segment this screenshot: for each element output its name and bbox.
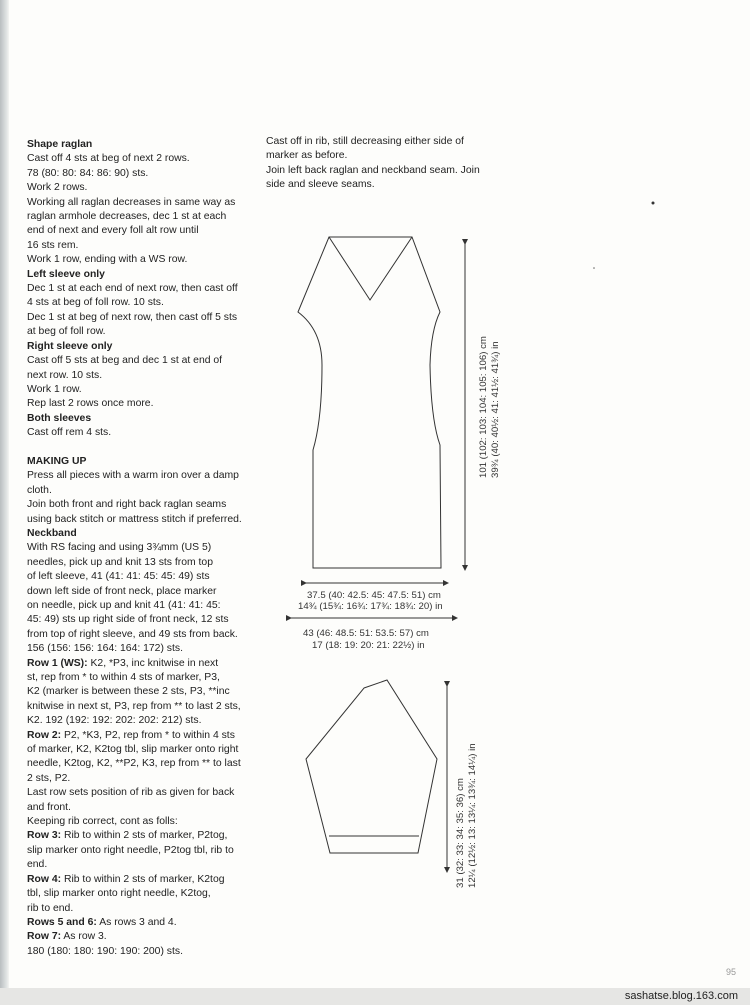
body-length-in: 39¾ (40: 40½: 41: 41½: 41¾) in [490, 341, 501, 478]
text-line: on needle, pick up and knit 41 (41: 41: 45: [27, 599, 221, 611]
row-instruction: Row 3: Rib to within 2 sts of marker, P2tog, [27, 830, 228, 842]
neckline [329, 237, 412, 300]
text-line: tbl, slip marker onto right needle, K2tog, [27, 888, 211, 900]
body-outline [298, 237, 441, 568]
chest-width-in: 17 (18: 19: 20: 21: 22½) in [312, 640, 425, 651]
text-line: needle, K2tog, K2, **P2, K3, rep from ** to last [27, 758, 241, 770]
text-line: Cast off 5 sts at beg and dec 1 st at end of [27, 355, 223, 367]
section-heading: Neckband [27, 527, 77, 539]
text-line: using back stitch or mattress stitch if preferred. [27, 513, 242, 525]
text-line: Keeping rib correct, cont as folls: [27, 816, 178, 828]
text-line: Join both front and right back raglan seams [27, 499, 227, 511]
text-line: 156 (156: 156: 164: 164: 172) sts. [27, 643, 183, 655]
body-schematic [291, 237, 465, 618]
text-line: With RS facing and using 3¾mm (US 5) [27, 542, 212, 554]
row-label: Row 3: [27, 830, 62, 842]
row-label: Row 1 (WS): [27, 657, 88, 669]
text-line: cloth. [27, 484, 52, 496]
text-line: end. [27, 859, 48, 871]
text-line: needles, pick up and knit 13 sts from top [27, 556, 213, 568]
text-line: 45: 49) sts up right side of front neck, 12 sts [27, 614, 229, 626]
text-line: Work 1 row. [27, 383, 82, 395]
text-line: st, rep from * to within 4 sts of marker, P3, [27, 672, 220, 684]
row-instruction: Row 1 (WS): K2, *P3, inc knitwise in next [27, 657, 219, 669]
sleeve-length-in: 12¼ (12½: 13: 13¼: 13¾: 14¼) in [467, 743, 478, 888]
section-heading: Shape raglan [27, 139, 93, 150]
text-line: Cast off 4 sts at beg of next 2 rows. [27, 153, 190, 165]
scan-speck [652, 202, 655, 205]
row-instruction: Row 7: As row 3. [27, 931, 107, 943]
text-line: Join left back raglan and neckband seam. Join [266, 164, 480, 176]
section-heading: Right sleeve only [27, 340, 113, 352]
text-line: 2 sts, P2. [27, 772, 71, 784]
text-line: 16 sts rem. [27, 239, 79, 251]
text-line: and front. [27, 801, 71, 813]
text-line: raglan armhole decreases, dec 1 st at each [27, 211, 227, 223]
text-line: 4 sts at beg of foll row. 10 sts. [27, 297, 164, 309]
text-line: Work 1 row, ending with a WS row. [27, 254, 188, 266]
text-line: 180 (180: 180: 190: 190: 200) sts. [27, 945, 183, 957]
chest-width-cm: 43 (46: 48.5: 51: 53.5: 57) cm [303, 628, 429, 639]
row-label: Row 4: [27, 873, 62, 885]
text-line: of left sleeve, 41 (41: 41: 45: 45: 49) sts [27, 571, 210, 583]
text-line: down left side of front neck, place marker [27, 585, 217, 597]
text-line: side and sleeve seams. [266, 179, 375, 191]
text-line: Cast off rem 4 sts. [27, 427, 112, 439]
footer-site: sashatse.blog.163.com [624, 990, 738, 1002]
row-label: Rows 5 and 6: [27, 916, 97, 928]
row-instruction: Row 4: Rib to within 2 sts of marker, K2tog [27, 873, 225, 885]
section-heading: MAKING UP [27, 455, 87, 467]
text-line: Dec 1 st at beg of next row, then cast off 5 sts [27, 311, 238, 323]
text-line: next row. 10 sts. [27, 369, 103, 381]
text-line: 78 (80: 80: 84: 86: 90) sts. [27, 167, 149, 179]
page-number: 95 [725, 967, 736, 977]
row-label: Row 7: [27, 931, 62, 943]
text-line: rib to end. [27, 902, 74, 914]
text-line: K2. 192 (192: 192: 202: 202: 212) sts. [27, 715, 202, 727]
sleeve-outline [306, 680, 437, 853]
text-line: Dec 1 st at each end of next row, then cast off [27, 283, 238, 295]
hem-width-in: 14¾ (15¾: 16¾: 17¾: 18¾: 20) in [298, 601, 443, 612]
text-line: at beg of foll row. [27, 326, 106, 338]
sleeve-length-cm: 31 (32: 33: 34: 35: 36) cm [455, 778, 466, 888]
text-line: Cast off in rib, still decreasing either side of [266, 136, 464, 147]
text-line: marker as before. [266, 150, 348, 162]
scan-speck [593, 267, 595, 269]
text-line: Work 2 rows. [27, 182, 88, 194]
text-line: K2 (marker is between these 2 sts, P3, **inc [27, 686, 230, 698]
text-line: Rep last 2 rows once more. [27, 398, 154, 410]
text-line: Working all raglan decreases in same way as [27, 196, 236, 208]
text-line: of marker, K2, K2tog tbl, slip marker onto right [27, 744, 239, 756]
body-length-cm: 101 (102: 103: 104: 105: 106) cm [478, 336, 489, 478]
row-instruction: Row 2: P2, *K3, P2, rep from * to within 4 sts [27, 729, 235, 741]
text-line: Last row sets position of rib as given for back [27, 787, 235, 799]
row-label: Row 2: [27, 729, 62, 741]
text-line: from top of right sleeve, and 49 sts from back. [27, 628, 238, 640]
row-instruction: Rows 5 and 6: As rows 3 and 4. [27, 916, 177, 928]
hem-width-cm: 37.5 (40: 42.5: 45: 47.5: 51) cm [307, 590, 441, 601]
text-line: Press all pieces with a warm iron over a damp [27, 470, 239, 482]
text-line: knitwise in next st, P3, rep from ** to last 2 sts, [27, 700, 241, 712]
section-heading: Left sleeve only [27, 268, 105, 280]
section-heading: Both sleeves [27, 412, 92, 424]
text-line: end of next and every foll alt row until [27, 225, 199, 237]
sleeve-schematic [306, 680, 447, 872]
text-line: slip marker onto right needle, P2tog tbl, rib to [27, 844, 234, 856]
